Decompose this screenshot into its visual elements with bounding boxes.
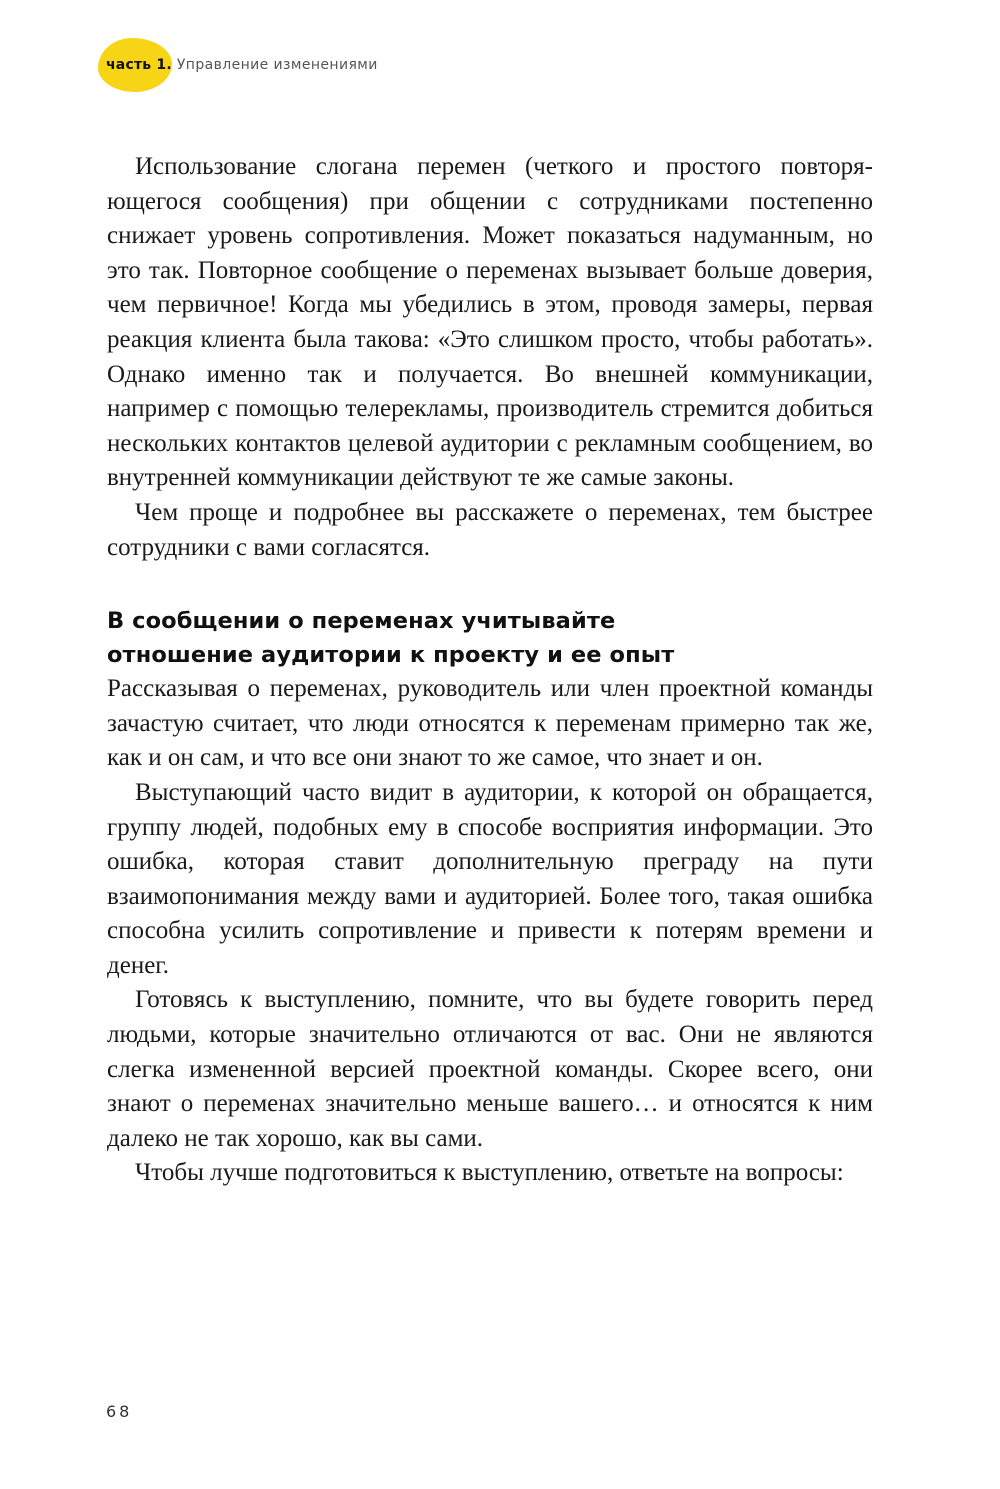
section-heading (107, 604, 873, 672)
header-chapter-title: Управление изменениями (176, 57, 378, 73)
paragraph: Выступающий часто видит в аудитории, к которой он обращается, группу людей, подобных ему в способе восприятия информации. Это ошибка, которая ставит дополнительную преграду на пути взаимопонимания между вами и аудиторией. Более того, такая ошибка способна усилить сопротивление и привести к потерям времени и денег. (107, 778, 873, 979)
section-heading-line: В сообщении о переменах учитывайте (107, 608, 616, 635)
section-heading-line: отношение аудитории к проекту и ее опыт (107, 642, 675, 669)
body-text (107, 150, 873, 1191)
paragraph: Чтобы лучше подготовиться к выступлению, ответьте на вопросы: (135, 1159, 844, 1187)
page-number: 68 (106, 1402, 133, 1421)
paragraph: Использование слогана перемен (четкого и простого повторяющегося сообщения) при общении с сотрудниками постепенно снижает уровень сопротивления. Может показаться надуманным, но это так. Повторное сообщение о переменах вызывает больше доверия, чем первичное! Когда мы убедились в этом, проводя замеры, первая реакция клиента была такова: «Это слишком просто, чтобы работать». Однако именно так и получается. Во внешней коммуникации, например с помощью телерекламы, производитель стремится добиться нескольких контактов целевой аудитории с рекламным сообщением, во внутренней коммуникации действуют те же самые законы. (107, 153, 873, 492)
paragraph: Чем проще и подробнее вы расскажете о переменах, тем быстрее сотрудники с вами согласятся. (107, 498, 873, 561)
header-part-label: часть 1. (106, 57, 172, 73)
running-header (98, 38, 378, 92)
paragraph: Рассказывая о переменах, руководитель или член проектной команды зачастую считает, что люди относятся к переменам примерно так же, как и он сам, и что все они знают то же самое, что знает и он. (107, 675, 873, 772)
paragraph: Готовясь к выступлению, помните, что вы будете говорить перед людьми, которые значительно отличаются от вас. Они не являются слегка измененной версией проектной команды. Скорее всего, они знают о переменах значительно меньше вашего… и относятся к ним далеко не так хорошо, как вы сами. (107, 986, 873, 1152)
